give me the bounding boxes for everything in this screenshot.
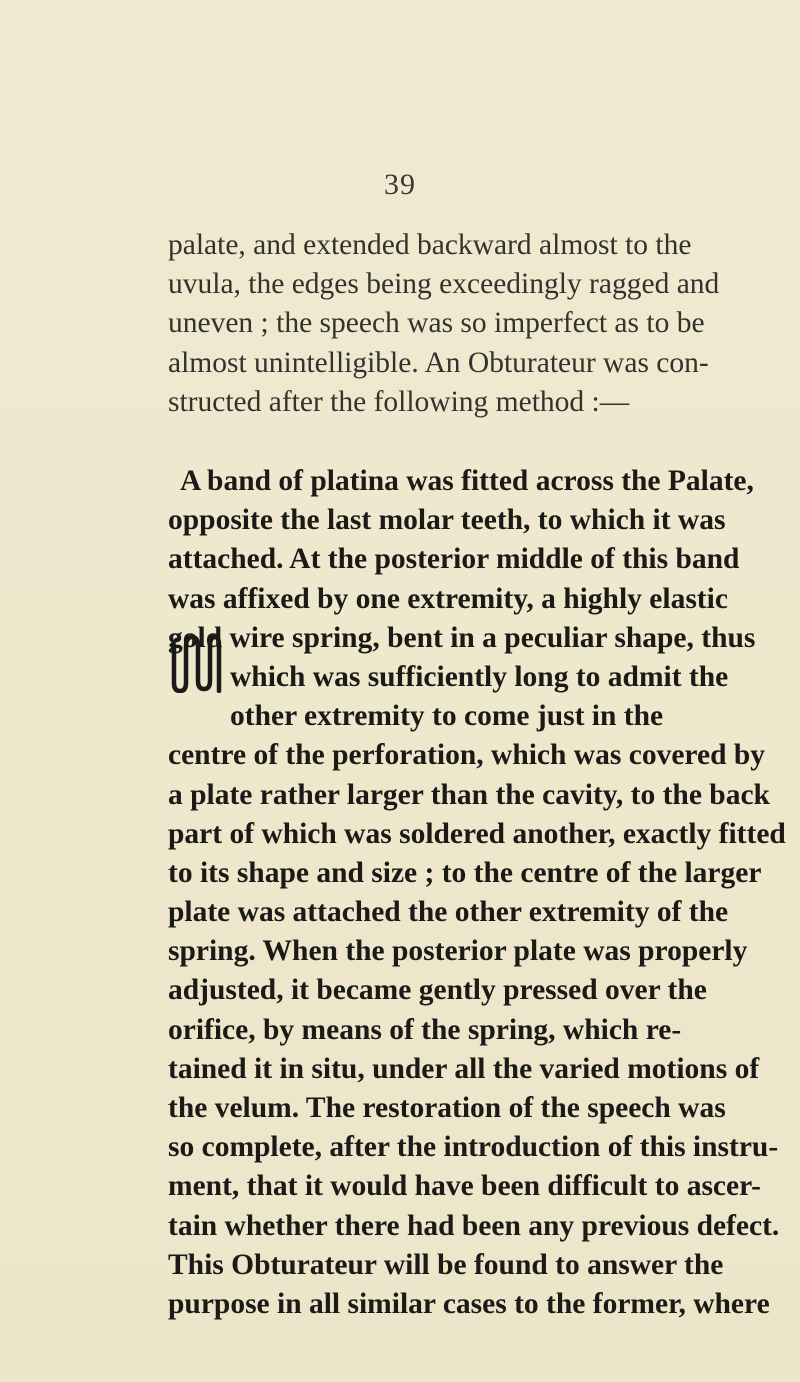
text-line: A band of platina was fitted across the Palate, [180,465,754,497]
text-line: almost unintelligible. An Obturateur was con- [168,346,709,379]
text-line: uvula, the edges being exceedingly ragged and [168,268,720,301]
text-line: orifice, by means of the spring, which re- [168,1013,682,1046]
text-line: opposite the last molar teeth, to which it was [168,504,726,537]
text-line: to its shape and size ; to the centre of the larger [168,856,762,889]
text-line: spring. When the posterior plate was properly [168,935,748,968]
page-number: 39 [384,168,416,201]
text-line: tain whether there had been any previous defect. [168,1209,780,1242]
paragraph-2 [168,462,786,1324]
paragraph-1 [168,226,720,422]
text-line: a plate rather larger than the cavity, to the back [168,778,770,811]
spring-shape-icon [168,625,224,693]
text-line: plate was attached the other extremity of the [168,896,729,929]
text-line: structed after the following method :— [168,385,630,418]
text-line: attached. At the posterior middle of this band [168,543,740,576]
text-line: tained it in situ, under all the varied motions of [168,1052,760,1085]
text-line: uneven ; the speech was so imperfect as to be [168,307,705,340]
text-line: ment, that it would have been difficult to ascer- [168,1170,761,1203]
text-line: so complete, after the introduction of this instru- [168,1131,779,1164]
text-line: centre of the perforation, which was covered by [168,739,766,772]
text-line: the velum. The restoration of the speech was [168,1092,726,1124]
text-line: gold wire spring, bent in a peculiar shape, thus [168,621,756,654]
text-line: was affixed by one extremity, a highly elastic [168,582,728,615]
text-line: other extremity to come just in the [230,700,664,733]
text-line: part of which was soldered another, exactly fitted [168,817,786,850]
text-line: which was sufficiently long to admit the [230,660,729,693]
text-line: This Obturateur will be found to answer the [168,1248,724,1281]
text-line: purpose in all similar cases to the former, where [168,1287,770,1320]
text-line: palate, and extended backward almost to the [168,229,692,261]
text-line: adjusted, it became gently pressed over the [168,974,707,1007]
